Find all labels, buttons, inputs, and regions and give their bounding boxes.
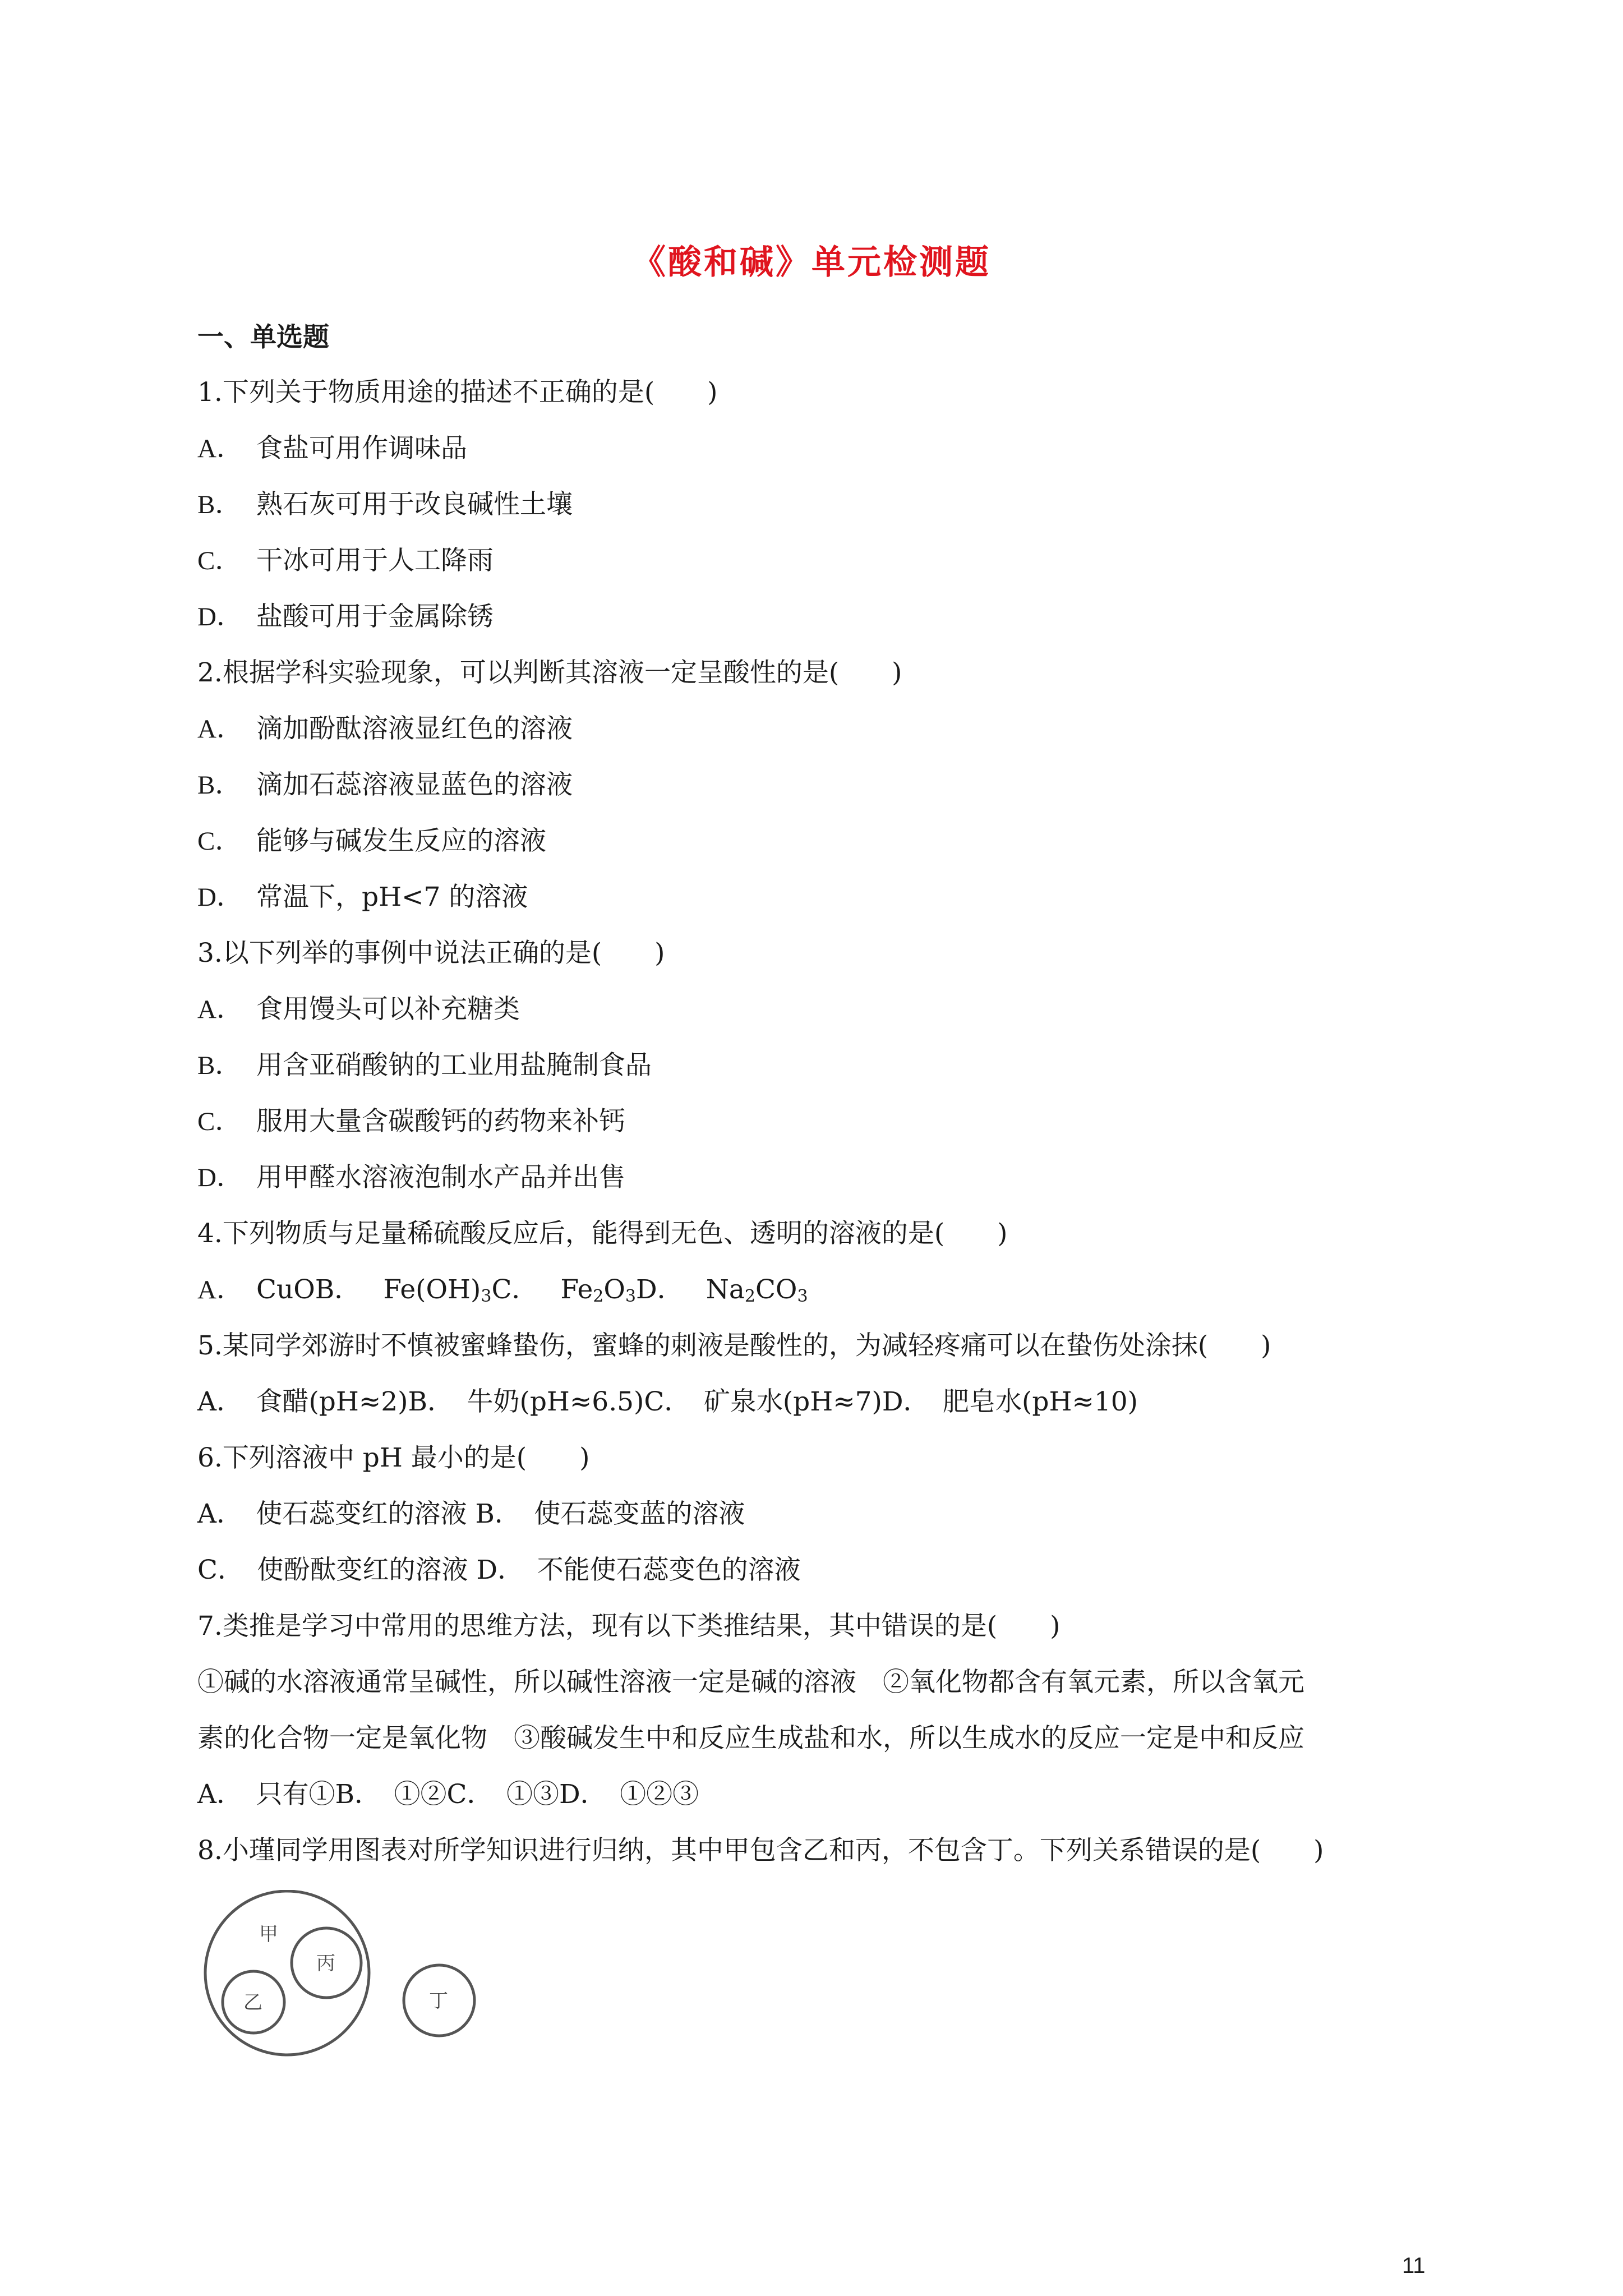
q3-option-c (197, 1105, 625, 1138)
option-text: 熟石灰可用于改良碱性土壤 (256, 489, 573, 520)
option-letter: D． (197, 602, 243, 631)
page-number: 11 (1402, 2253, 1426, 2278)
option-c-letter: C． (491, 1274, 538, 1305)
label-yi: 乙 (243, 1991, 262, 2014)
option-letter: A． (197, 434, 243, 463)
question-6-stem: 6.下列溶液中 pH 最小的是( ) (197, 1442, 590, 1473)
option-d-formula: Na (706, 1274, 745, 1305)
q1-option-b (197, 488, 573, 522)
q3-option-d (197, 1161, 625, 1195)
option-letter: B． (197, 1051, 242, 1080)
option-c-formula: Fe (560, 1274, 593, 1305)
q7-options-line: A． 只有①B． ①②C． ①③D． ①②③ (197, 1779, 699, 1810)
venn-diagram (196, 1890, 488, 2058)
option-text: 常温下，pH<7 的溶液 (256, 882, 528, 912)
option-text: 干冰可用于人工降雨 (256, 545, 494, 576)
option-letter: A． (197, 714, 243, 744)
subscript: 3 (481, 1287, 492, 1306)
q3-option-a (197, 993, 520, 1026)
question-3-stem: 3.以下列举的事例中说法正确的是( ) (197, 938, 665, 969)
q6-options-line-1: A． 使石蕊变红的溶液 B． 使石蕊变蓝的溶液 (197, 1499, 745, 1529)
q1-option-d (197, 600, 494, 634)
question-4-stem: 4.下列物质与足量稀硫酸反应后，能得到无色、透明的溶液的是( ) (197, 1218, 1008, 1249)
option-text: 服用大量含碳酸钙的药物来补钙 (256, 1106, 625, 1137)
formula-part: CO (755, 1274, 797, 1305)
label-jia: 甲 (259, 1923, 278, 1945)
question-2-stem: 2.根据学科实验现象，可以判断其溶液一定呈酸性的是( ) (197, 657, 902, 688)
option-letter: C． (197, 1107, 242, 1136)
question-1-stem: 1.下列关于物质用途的描述不正确的是( ) (197, 377, 718, 408)
option-text: 食盐可用作调味品 (256, 433, 467, 464)
option-letter: A． (197, 995, 243, 1024)
option-text: 用甲醛水溶液泡制水产品并出售 (256, 1162, 625, 1193)
formula-part: O (603, 1274, 625, 1305)
option-letter: D． (197, 883, 243, 912)
q4-options-line (197, 1273, 808, 1313)
q3-option-b (197, 1049, 652, 1082)
option-text: 滴加石蕊溶液显蓝色的溶液 (256, 769, 573, 800)
q2-option-c (197, 824, 546, 858)
option-text: 用含亚硝酸钠的工业用盐腌制食品 (256, 1050, 652, 1081)
option-letter: C． (197, 546, 242, 575)
option-letter: B． (197, 771, 242, 800)
subscript: 2 (593, 1287, 604, 1306)
q7-body-line-1: ①碱的水溶液通常呈碱性，所以碱性溶液一定是碱的溶液 ②氧化物都含有氧元素，所以含氧元 (197, 1667, 1304, 1698)
label-bing: 丙 (316, 1952, 335, 1975)
option-letter: A． (197, 1275, 243, 1304)
option-d-letter: D． (636, 1274, 684, 1305)
option-text: 食用馒头可以补充糖类 (256, 994, 520, 1025)
option-text: 盐酸可用于金属除锈 (256, 601, 494, 632)
q5-options-line: A． 食醋(pH≈2)B． 牛奶(pH≈6.5)C． 矿泉水(pH≈7)D． 肥皂水(pH≈10) (197, 1386, 1138, 1417)
option-text: 滴加酚酞溶液显红色的溶液 (256, 713, 573, 744)
q2-option-d (197, 880, 528, 914)
option-letter: B． (197, 490, 242, 519)
q2-option-b (197, 768, 573, 802)
option-letter: C． (197, 827, 242, 856)
outer-circle (205, 1891, 369, 2055)
question-5-stem: 5.某同学郊游时不慎被蜜蜂蛰伤，蜜蜂的刺液是酸性的，为减轻疼痛可以在蛰伤处涂抹( ) (197, 1330, 1271, 1361)
page-title: 《酸和碱》单元检测题 (632, 243, 991, 282)
q2-option-a (197, 712, 573, 746)
q1-option-c (197, 544, 494, 578)
subscript: 3 (797, 1287, 808, 1306)
q6-options-line-2: C． 使酚酞变红的溶液 D． 不能使石蕊变色的溶液 (197, 1555, 801, 1585)
option-letter: D． (197, 1163, 243, 1192)
subscript: 2 (744, 1287, 755, 1306)
q7-body-line-2: 素的化合物一定是氧化物 ③酸碱发生中和反应生成盐和水，所以生成水的反应一定是中和反应 (197, 1723, 1304, 1754)
option-text: 能够与碱发生反应的溶液 (256, 826, 546, 856)
section-heading: 一、单选题 (197, 322, 329, 353)
q1-option-a (197, 432, 467, 465)
question-7-stem: 7.类推是学习中常用的思维方法，现有以下类推结果，其中错误的是( ) (197, 1611, 1061, 1642)
subscript: 3 (625, 1287, 637, 1306)
option-b-formula: Fe(OH) (383, 1274, 481, 1305)
question-8-stem: 8.小瑾同学用图表对所学知识进行归纳，其中甲包含乙和丙，不包含丁。下列关系错误的是( ) (197, 1835, 1324, 1866)
label-ding: 丁 (429, 1990, 448, 2012)
option-a-text: CuOB． (256, 1274, 361, 1305)
